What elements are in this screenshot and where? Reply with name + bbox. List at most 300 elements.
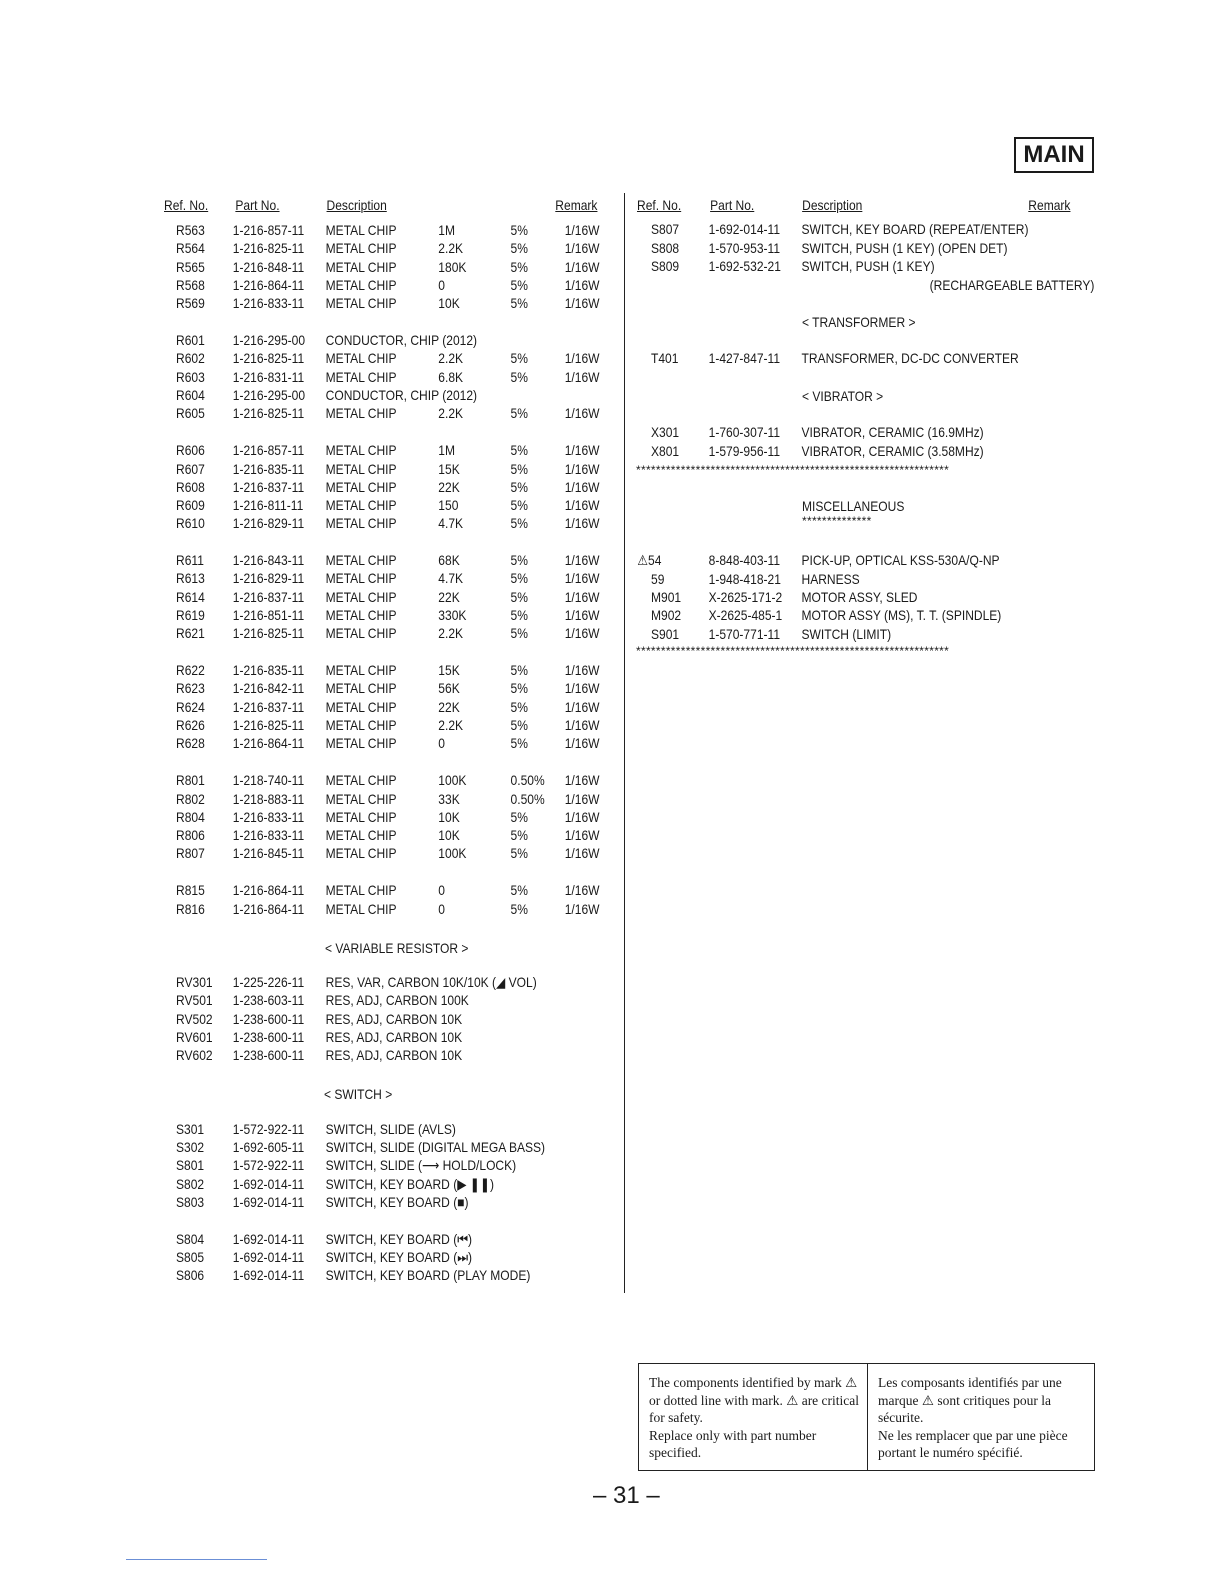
tolerance: 5% xyxy=(510,350,528,366)
table-row xyxy=(651,606,1098,624)
tolerance: 5% xyxy=(510,607,528,623)
table-row xyxy=(176,1010,623,1028)
tolerance: 5% xyxy=(510,699,528,715)
part-no: 1-216-829-11 xyxy=(232,570,305,586)
wattage: 1/16W xyxy=(564,625,600,641)
description: METAL CHIP xyxy=(325,772,397,788)
part-no: 1-216-843-11 xyxy=(232,552,305,568)
tolerance: 5% xyxy=(510,277,528,293)
description: TRANSFORMER, DC-DC CONVERTER xyxy=(801,350,1019,366)
value: 330K xyxy=(438,607,467,623)
part-no: 1-579-956-11 xyxy=(708,443,781,459)
description: METAL CHIP xyxy=(325,259,397,275)
part-no: 1-427-847-11 xyxy=(708,350,781,366)
ref-no: R622 xyxy=(176,662,205,678)
header-part-no: Part No. xyxy=(710,197,755,213)
description: METAL CHIP xyxy=(325,699,397,715)
ref-no: RV602 xyxy=(176,1047,213,1063)
description: SWITCH, KEY BOARD (PLAY MODE) xyxy=(325,1267,531,1283)
tolerance: 5% xyxy=(510,222,528,238)
value: 15K xyxy=(438,461,460,477)
description: SWITCH (LIMIT) xyxy=(801,626,892,642)
description: RES, ADJ, CARBON 100K xyxy=(325,992,469,1008)
tolerance: 0.50% xyxy=(510,791,545,807)
table-row xyxy=(176,514,623,532)
part-no: 1-238-600-11 xyxy=(232,1011,305,1027)
description: METAL CHIP xyxy=(325,405,397,421)
ref-no: R606 xyxy=(176,442,205,458)
ref-no: R804 xyxy=(176,809,205,825)
table-row xyxy=(176,331,623,349)
table-row xyxy=(176,368,623,386)
ref-no: R608 xyxy=(176,479,205,495)
description: VIBRATOR, CERAMIC (3.58MHz) xyxy=(801,443,984,459)
header-ref-no: Ref. No. xyxy=(164,197,209,213)
description: METAL CHIP xyxy=(325,809,397,825)
ref-no: R801 xyxy=(176,772,205,788)
value: 15K xyxy=(438,662,460,678)
table-row xyxy=(651,220,1098,238)
header-description: Description xyxy=(326,197,387,213)
table-row xyxy=(176,1028,623,1046)
wattage: 1/16W xyxy=(564,222,600,238)
ref-no: R619 xyxy=(176,607,205,623)
part-no: X-2625-485-1 xyxy=(708,607,783,623)
wattage: 1/16W xyxy=(564,277,600,293)
tolerance: 5% xyxy=(510,442,528,458)
description: SWITCH, KEY BOARD (⏭) xyxy=(325,1249,473,1265)
ref-no: R601 xyxy=(176,332,205,348)
wattage: 1/16W xyxy=(564,350,600,366)
ref-no: M902 xyxy=(651,607,682,623)
ref-no: S901 xyxy=(651,626,680,642)
tolerance: 5% xyxy=(510,461,528,477)
value: 100K xyxy=(438,772,467,788)
part-no: 1-692-014-11 xyxy=(232,1176,305,1192)
part-no: 1-216-837-11 xyxy=(232,589,305,605)
description: CONDUCTOR, CHIP (2012) xyxy=(325,387,478,403)
table-row xyxy=(176,661,623,679)
part-no: 1-216-845-11 xyxy=(232,845,305,861)
part-no: 1-692-605-11 xyxy=(232,1139,305,1155)
wattage: 1/16W xyxy=(564,461,600,477)
description: METAL CHIP xyxy=(325,717,397,733)
value: 2.2K xyxy=(438,405,464,421)
part-no: 1-216-848-11 xyxy=(232,259,305,275)
table-row xyxy=(176,1193,623,1211)
wattage: 1/16W xyxy=(564,552,600,568)
wattage: 1/16W xyxy=(564,515,600,531)
ref-no: T401 xyxy=(651,350,679,366)
description: METAL CHIP xyxy=(325,369,397,385)
part-no: 1-216-864-11 xyxy=(232,901,305,917)
tolerance: 5% xyxy=(510,589,528,605)
table-row xyxy=(176,239,623,257)
description: MOTOR ASSY (MS), T. T. (SPINDLE) xyxy=(801,607,1002,623)
tolerance: 5% xyxy=(510,809,528,825)
header-ref-no: Ref. No. xyxy=(637,197,682,213)
tolerance: 5% xyxy=(510,479,528,495)
part-no: 1-692-014-11 xyxy=(232,1249,305,1265)
part-no: 1-238-603-11 xyxy=(232,992,305,1008)
table-row xyxy=(176,1046,623,1064)
value: 22K xyxy=(438,479,460,495)
group-switch: < SWITCH > xyxy=(324,1086,393,1102)
ref-no: RV501 xyxy=(176,992,213,1008)
value: 6.8K xyxy=(438,369,464,385)
section-label: MAIN xyxy=(1014,137,1094,173)
right-table-header xyxy=(637,196,1084,214)
table-row xyxy=(176,698,623,716)
value: 2.2K xyxy=(438,625,464,641)
value: 4.7K xyxy=(438,515,464,531)
table-row xyxy=(176,588,623,606)
tolerance: 5% xyxy=(510,845,528,861)
tolerance: 5% xyxy=(510,827,528,843)
left-table-header xyxy=(164,196,611,214)
ref-no: 59 xyxy=(651,571,665,587)
group-miscellaneous: MISCELLANEOUS xyxy=(802,498,905,514)
table-row xyxy=(176,276,623,294)
wattage: 1/16W xyxy=(564,479,600,495)
value: 10K xyxy=(438,295,460,311)
part-no: 1-572-922-11 xyxy=(232,1121,305,1137)
header-description: Description xyxy=(802,197,863,213)
part-no: 1-216-864-11 xyxy=(232,882,305,898)
ref-no: R605 xyxy=(176,405,205,421)
value: 33K xyxy=(438,791,460,807)
wattage: 1/16W xyxy=(564,607,600,623)
description: METAL CHIP xyxy=(325,625,397,641)
wattage: 1/16W xyxy=(564,259,600,275)
tolerance: 5% xyxy=(510,552,528,568)
description: METAL CHIP xyxy=(325,442,397,458)
table-row xyxy=(176,679,623,697)
ref-no: S808 xyxy=(651,240,680,256)
wattage: 1/16W xyxy=(564,809,600,825)
notice-fr-line-1: Les composants identifiés par une marque ⚠ sont critiques pour la sécurite. xyxy=(878,1375,1062,1425)
table-row xyxy=(176,808,623,826)
ref-no: S807 xyxy=(651,221,680,237)
table-row xyxy=(651,588,1098,606)
wattage: 1/16W xyxy=(564,735,600,751)
description: MOTOR ASSY, SLED xyxy=(801,589,918,605)
part-no: 1-572-922-11 xyxy=(232,1157,305,1173)
ref-no: X801 xyxy=(651,443,680,459)
part-no: 1-216-857-11 xyxy=(232,442,305,458)
part-no: 1-218-883-11 xyxy=(232,791,305,807)
page-number: – 31 – xyxy=(593,1482,660,1509)
description: METAL CHIP xyxy=(325,515,397,531)
table-row xyxy=(176,991,623,1009)
value: 0 xyxy=(438,882,446,898)
value: 0 xyxy=(438,277,446,293)
description: SWITCH, KEY BOARD (■) xyxy=(325,1194,469,1210)
part-no: 1-570-953-11 xyxy=(708,240,781,256)
safety-notice-english xyxy=(639,1364,868,1470)
value: 1M xyxy=(438,442,456,458)
notice-en-line-2: Replace only with part number specified. xyxy=(649,1427,817,1460)
table-row xyxy=(176,790,623,808)
misc-underline: ************** xyxy=(802,514,872,528)
value: 4.7K xyxy=(438,570,464,586)
description: SWITCH, PUSH (1 KEY) (OPEN DET) xyxy=(801,240,1008,256)
table-row xyxy=(651,257,1098,275)
value: 10K xyxy=(438,809,460,825)
separator-line: *************************************************************** xyxy=(636,464,950,476)
value: 22K xyxy=(438,699,460,715)
ref-no: R568 xyxy=(176,277,205,293)
table-row xyxy=(176,606,623,624)
part-no: 1-216-835-11 xyxy=(232,461,305,477)
table-row xyxy=(176,386,623,404)
ref-no: R565 xyxy=(176,259,205,275)
description: SWITCH, SLIDE (DIGITAL MEGA BASS) xyxy=(325,1139,546,1155)
ref-no: R626 xyxy=(176,717,205,733)
ref-no: RV502 xyxy=(176,1011,213,1027)
part-no: 1-216-825-11 xyxy=(232,717,305,733)
wattage: 1/16W xyxy=(564,882,600,898)
tolerance: 5% xyxy=(510,259,528,275)
description: VIBRATOR, CERAMIC (16.9MHz) xyxy=(801,424,984,440)
tolerance: 0.50% xyxy=(510,772,545,788)
description: METAL CHIP xyxy=(325,607,397,623)
part-no: 8-848-403-11 xyxy=(708,552,781,568)
group-vibrator: < VIBRATOR > xyxy=(802,388,884,404)
description: METAL CHIP xyxy=(325,791,397,807)
part-no: 1-238-600-11 xyxy=(232,1029,305,1045)
table-row xyxy=(176,624,623,642)
part-no: 1-216-851-11 xyxy=(232,607,305,623)
part-no: 1-948-418-21 xyxy=(708,571,781,587)
ref-no: R610 xyxy=(176,515,205,531)
table-row xyxy=(176,1175,623,1193)
wattage: 1/16W xyxy=(564,662,600,678)
ref-no: S302 xyxy=(176,1139,205,1155)
table-row xyxy=(176,1156,623,1174)
ref-no: R628 xyxy=(176,735,205,751)
group-variable-resistor: < VARIABLE RESISTOR > xyxy=(325,940,469,956)
part-no: 1-216-833-11 xyxy=(232,827,305,843)
ref-no: R611 xyxy=(176,552,204,568)
bottom-rule xyxy=(126,1559,267,1560)
part-no: 1-692-014-11 xyxy=(232,1194,305,1210)
description: PICK-UP, OPTICAL KSS-530A/Q-NP xyxy=(801,552,1000,568)
description: SWITCH, KEY BOARD (REPEAT/ENTER) xyxy=(801,221,1029,237)
wattage: 1/16W xyxy=(564,295,600,311)
part-no: 1-692-532-21 xyxy=(708,258,781,274)
description: RES, ADJ, CARBON 10K xyxy=(325,1029,463,1045)
part-no: 1-216-829-11 xyxy=(232,515,305,531)
table-row xyxy=(176,460,623,478)
part-no: 1-216-831-11 xyxy=(232,369,305,385)
ref-no: R603 xyxy=(176,369,205,385)
ref-no: R613 xyxy=(176,570,205,586)
value: 56K xyxy=(438,680,460,696)
table-row xyxy=(176,826,623,844)
wattage: 1/16W xyxy=(564,791,600,807)
tolerance: 5% xyxy=(510,625,528,641)
wattage: 1/16W xyxy=(564,240,600,256)
table-row xyxy=(176,404,623,422)
part-no: 1-760-307-11 xyxy=(708,424,781,440)
part-no: 1-692-014-11 xyxy=(232,1267,305,1283)
description: METAL CHIP xyxy=(325,589,397,605)
wattage: 1/16W xyxy=(564,369,600,385)
notice-fr-line-2: Ne les remplacer que par une pièce portant le numéro spécifié. xyxy=(878,1427,1068,1460)
wattage: 1/16W xyxy=(564,442,600,458)
description: SWITCH, SLIDE (⟶ HOLD/LOCK) xyxy=(325,1157,517,1173)
part-no: 1-692-014-11 xyxy=(232,1231,305,1247)
part-no: 1-692-014-11 xyxy=(708,221,781,237)
description: METAL CHIP xyxy=(325,882,397,898)
table-row xyxy=(176,881,623,899)
tolerance: 5% xyxy=(510,717,528,733)
part-no: 1-216-857-11 xyxy=(232,222,305,238)
table-row xyxy=(176,1266,623,1284)
part-no: 1-216-864-11 xyxy=(232,735,305,751)
part-no: 1-570-771-11 xyxy=(708,626,781,642)
value: 2.2K xyxy=(438,350,464,366)
part-no: 1-216-811-11 xyxy=(232,497,304,513)
ref-no: R602 xyxy=(176,350,205,366)
notice-en-line-1: The components identified by mark ⚠ or dotted line with mark. ⚠ are critical for safety. xyxy=(649,1375,860,1425)
table-row xyxy=(176,973,623,991)
description: METAL CHIP xyxy=(325,240,397,256)
ref-no: R624 xyxy=(176,699,205,715)
ref-no: R564 xyxy=(176,240,205,256)
tolerance: 5% xyxy=(510,735,528,751)
ref-no: ⚠54 xyxy=(637,552,662,568)
value: 68K xyxy=(438,552,460,568)
header-part-no: Part No. xyxy=(235,197,280,213)
tolerance: 5% xyxy=(510,405,528,421)
description: SWITCH, SLIDE (AVLS) xyxy=(325,1121,456,1137)
description: HARNESS xyxy=(801,571,860,587)
table-row xyxy=(176,1248,623,1266)
part-no: 1-216-864-11 xyxy=(232,277,305,293)
part-no: 1-216-825-11 xyxy=(232,405,305,421)
part-no: 1-216-833-11 xyxy=(232,809,305,825)
value: 0 xyxy=(438,901,446,917)
part-no: 1-225-226-11 xyxy=(232,974,305,990)
value: 10K xyxy=(438,827,460,843)
table-row xyxy=(176,844,623,862)
ref-no: S806 xyxy=(176,1267,205,1283)
ref-no: R816 xyxy=(176,901,205,917)
description: METAL CHIP xyxy=(325,222,397,238)
table-row xyxy=(651,276,1098,294)
part-no: 1-216-837-11 xyxy=(232,699,305,715)
table-row xyxy=(651,423,1098,441)
table-row xyxy=(176,478,623,496)
table-row xyxy=(176,771,623,789)
description: SWITCH, KEY BOARD (⏮) xyxy=(325,1231,473,1247)
tolerance: 5% xyxy=(510,662,528,678)
wattage: 1/16W xyxy=(564,497,600,513)
tolerance: 5% xyxy=(510,240,528,256)
safety-notice xyxy=(638,1363,1095,1471)
table-row xyxy=(651,442,1098,460)
table-row xyxy=(176,1120,623,1138)
ref-no: S801 xyxy=(176,1157,205,1173)
ref-no: S803 xyxy=(176,1194,205,1210)
description: METAL CHIP xyxy=(325,901,397,917)
description: METAL CHIP xyxy=(325,295,397,311)
group-transformer: < TRANSFORMER > xyxy=(802,314,916,330)
table-row xyxy=(176,496,623,514)
tolerance: 5% xyxy=(510,901,528,917)
description: METAL CHIP xyxy=(325,845,397,861)
value: 1M xyxy=(438,222,456,238)
value: 150 xyxy=(438,497,459,513)
wattage: 1/16W xyxy=(564,570,600,586)
part-no: 1-218-740-11 xyxy=(232,772,305,788)
header-remark: Remark xyxy=(555,197,598,213)
table-row xyxy=(637,551,1098,569)
description: (RECHARGEABLE BATTERY) xyxy=(929,277,1095,293)
part-no: 1-216-825-11 xyxy=(232,350,305,366)
ref-no: R807 xyxy=(176,845,205,861)
table-row xyxy=(176,716,623,734)
ref-no: S809 xyxy=(651,258,680,274)
description: METAL CHIP xyxy=(325,461,397,477)
ref-no: RV301 xyxy=(176,974,213,990)
value: 100K xyxy=(438,845,467,861)
table-row xyxy=(651,625,1098,643)
wattage: 1/16W xyxy=(564,680,600,696)
description: METAL CHIP xyxy=(325,277,397,293)
ref-no: R802 xyxy=(176,791,205,807)
ref-no: S301 xyxy=(176,1121,205,1137)
ref-no: RV601 xyxy=(176,1029,213,1045)
ref-no: R569 xyxy=(176,295,205,311)
tolerance: 5% xyxy=(510,570,528,586)
table-row xyxy=(176,349,623,367)
ref-no: S802 xyxy=(176,1176,205,1192)
description: METAL CHIP xyxy=(325,680,397,696)
description: RES, ADJ, CARBON 10K xyxy=(325,1011,463,1027)
part-no: 1-216-833-11 xyxy=(232,295,305,311)
part-no: 1-216-295-00 xyxy=(232,387,306,403)
separator-line: *************************************************************** xyxy=(636,645,950,657)
part-no: 1-238-600-11 xyxy=(232,1047,305,1063)
description: METAL CHIP xyxy=(325,497,397,513)
table-row xyxy=(176,551,623,569)
tolerance: 5% xyxy=(510,295,528,311)
tolerance: 5% xyxy=(510,497,528,513)
ref-no: R815 xyxy=(176,882,205,898)
description: METAL CHIP xyxy=(325,570,397,586)
description: METAL CHIP xyxy=(325,735,397,751)
table-row xyxy=(176,734,623,752)
part-no: 1-216-835-11 xyxy=(232,662,305,678)
table-row xyxy=(176,221,623,239)
value: 22K xyxy=(438,589,460,605)
column-divider xyxy=(624,193,625,1293)
part-no: 1-216-825-11 xyxy=(232,240,305,256)
tolerance: 5% xyxy=(510,882,528,898)
ref-no: X301 xyxy=(651,424,680,440)
table-row xyxy=(176,294,623,312)
ref-no: R609 xyxy=(176,497,205,513)
value: 2.2K xyxy=(438,717,464,733)
description: RES, ADJ, CARBON 10K xyxy=(325,1047,463,1063)
wattage: 1/16W xyxy=(564,827,600,843)
wattage: 1/16W xyxy=(564,717,600,733)
ref-no: S805 xyxy=(176,1249,205,1265)
part-no: 1-216-295-00 xyxy=(232,332,306,348)
